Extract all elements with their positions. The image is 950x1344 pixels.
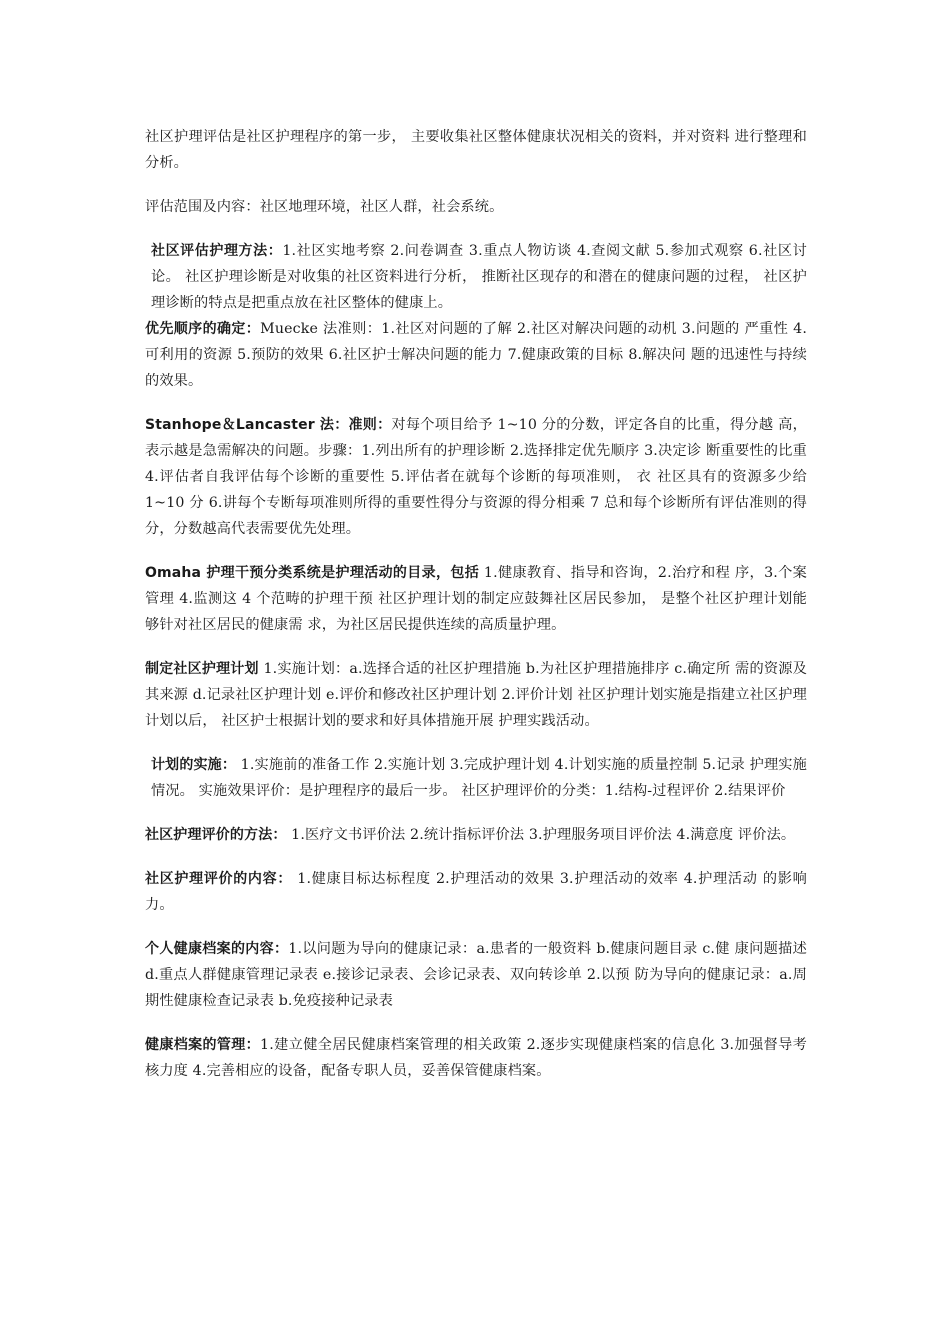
paragraph-heading: 健康档案的管理： [145,1037,261,1053]
paragraph-heading: 制定社区护理计划 [145,661,259,677]
paragraph-omaha-system [145,560,807,638]
paragraph-text: 1.以问题为导向的健康记录：a.患者的一般资料 b.健康问题目录 c.健 康问题描述 d.重点人群健康管理记录表 e.接诊记录表、会诊记录表、双向转诊单 2.以预 防为导向的健康记录：a.周期性健康检查记录表 b.免疫接种记录表 [145,941,807,1009]
paragraph-assessment-methods [145,238,807,316]
paragraph-text: 1.社区实地考察 2.问卷调查 3.重点人物访谈 4.查阅文献 5.参加式观察 6.社区讨论。 社区护理诊断是对收集的社区资料进行分析， 推断社区现存的和潜在的健康问题的过程， 社区护理诊断的特点是把重点放在社区整体的健康上。 [151,243,807,311]
paragraph-priority-order [145,316,807,394]
document-page [145,124,807,1102]
paragraph-plan-implementation [145,752,807,804]
paragraph-care-plan [145,656,807,734]
paragraph-health-record-content [145,936,807,1014]
paragraph-heading: 社区评估护理方法： [151,243,283,259]
paragraph-text: 1.医疗文书评价法 2.统计指标评价法 3.护理服务项目评价法 4.满意度 评价法。 [286,827,796,843]
paragraph-text: Muecke 法准则：1.社区对问题的了解 2.社区对解决问题的动机 3.问题的 严重性 4.可利用的资源 5.预防的效果 6.社区护士解决问题的能力 7.健康政策的目标 8.解决问 题的迅速性与持续的效果。 [145,321,808,389]
paragraph-text: 1.建立健全居民健康档案管理的相关政策 2.逐步实现健康档案的信息化 3.加强督导考核力度 4.完善相应的设备，配备专职人员，妥善保管健康档案。 [145,1037,807,1079]
paragraph-heading: 个人健康档案的内容： [145,941,289,957]
paragraph-text: 1.实施前的准备工作 2.实施计划 3.完成护理计划 4.计划实施的质量控制 5.记录 护理实施情况。 实施效果评价：是护理程序的最后一步。 社区护理评价的分类：1.结构-过程评价 2.结果评价 [151,757,807,799]
paragraph-text: 评估范围及内容：社区地理环境，社区人群，社会系统。 [145,199,504,215]
paragraph-evaluation-methods [145,822,807,848]
paragraph-heading: 社区护理评价的内容： [145,871,293,887]
paragraph-text: 1.实施计划：a.选择合适的社区护理措施 b.为社区护理措施排序 c.确定所 需的资源及其来源 d.记录社区护理计划 e.评价和修改社区护理计划 2.评价计划 社区护理计划实施是指建立社区护理计划以后， 社区护士根据计划的要求和好具体措施开展 护理实践活动。 [145,661,808,729]
paragraph-assessment-intro [145,124,807,176]
paragraph-assessment-scope [145,194,807,220]
paragraph-evaluation-content [145,866,807,918]
paragraph-heading: Omaha 护理干预分类系统是护理活动的目录，包括 [145,565,480,581]
paragraph-stanhope-lancaster [145,412,807,542]
paragraph-text: 1.健康目标达标程度 2.护理活动的效果 3.护理活动的效率 4.护理活动 的影响力。 [145,871,807,913]
paragraph-text: 社区护理评估是社区护理程序的第一步， 主要收集社区整体健康状况相关的资料，并对资料 进行整理和分析。 [145,129,807,171]
paragraph-health-record-management [145,1032,807,1084]
paragraph-heading: 优先顺序的确定： [145,321,261,337]
paragraph-text: 对每个项目给予 1~10 分的分数，评定各自的比重，得分越 高，表示越是急需解决的问题。步骤：1.列出所有的护理诊断 2.选择排定优先顺序 3.决定诊 断重要性的比重 4.评估者自我评估每个诊断的重要性 5.评估者在就每个诊断的每项准则， 衣 社区具有的资源多少给 1~10 分 6.讲每个专断每项准则所得的重要性得分与资源的得分相乘 7 总和每个诊断所有评估准则的得分，分数越高代表需要优先处理。 [145,417,807,537]
paragraph-heading: 计划的实施： [151,757,236,773]
paragraph-heading: Stanhope＆Lancaster 法：准则： [145,417,392,433]
paragraph-text: 1.健康教育、指导和咨询，2.治疗和程 序，3.个案管理 4.监测这 4 个范畴的护理干预 社区护理计划的制定应鼓舞社区居民参加， 是整个社区护理计划能够针对社区居民的健康需 求，为社区居民提供连续的高质量护理。 [145,565,807,633]
paragraph-heading: 社区护理评价的方法： [145,827,287,843]
